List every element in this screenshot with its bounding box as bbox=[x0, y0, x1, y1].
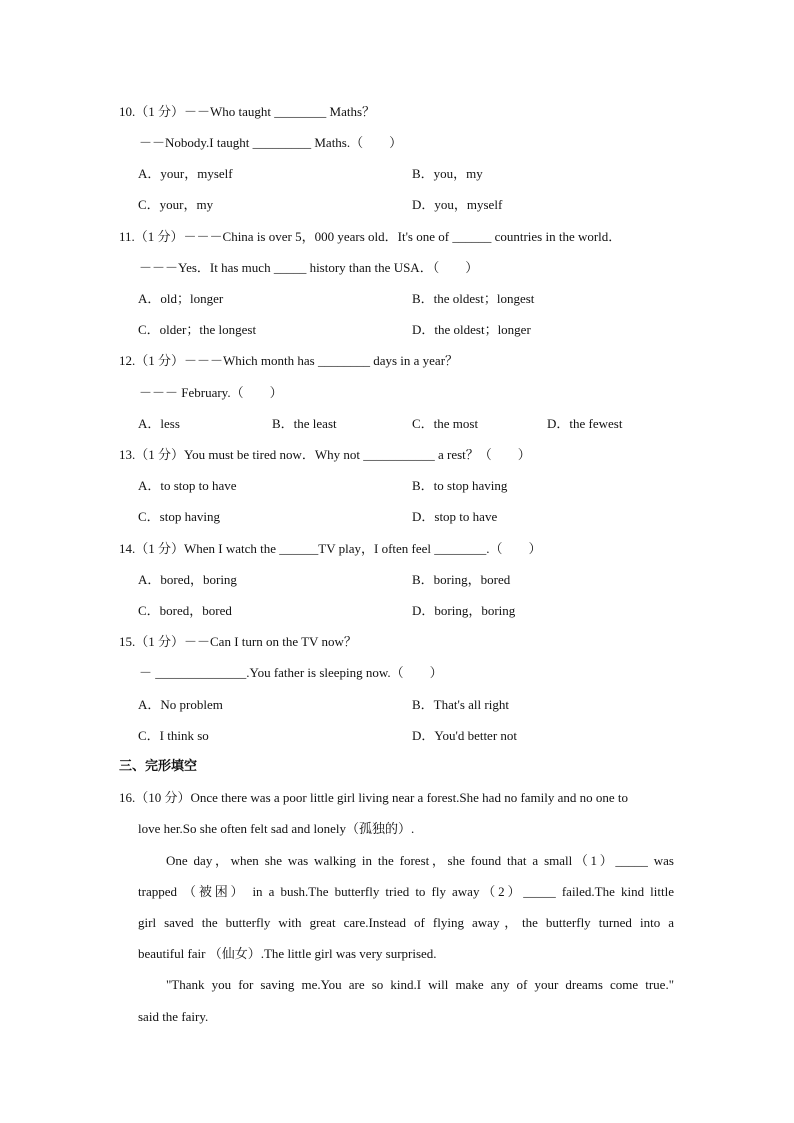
question-10-option-a: A．your，myself bbox=[138, 166, 233, 181]
cloze-line-6: "Thank you for saving me.You are so kind.I will make any of your dreams come true." bbox=[166, 977, 674, 992]
question-13-stem: 13.（1 分）You must be tired now．Why not ___________ a rest？（ ） bbox=[119, 447, 531, 462]
question-14-option-c: C．bored，bored bbox=[138, 603, 232, 618]
cloze-line-3: trapped （被困） in a bush.The butterfly tried to fly away（2）_____ failed.The kind little bbox=[138, 884, 674, 899]
question-15-option-c: C．I think so bbox=[138, 728, 209, 743]
question-12-option-b: B．the least bbox=[272, 416, 337, 431]
section-title: 三、完形填空 bbox=[119, 759, 198, 774]
question-15-option-b: B．That's all right bbox=[412, 697, 509, 712]
question-14-stem: 14.（1 分）When I watch the ______TV play，I often feel ________.（ ） bbox=[119, 541, 542, 556]
question-15-option-d: D．You'd better not bbox=[412, 728, 518, 743]
question-11-option-b: B．the oldest；longest bbox=[412, 291, 535, 306]
question-11-option-d: D．the oldest；longer bbox=[412, 322, 531, 337]
question-12-stem: 12.（1 分）－－－Which month has ________ days in a year？ bbox=[119, 353, 459, 368]
question-13-option-b: B．to stop having bbox=[412, 478, 508, 493]
question-12-option-d: D．the fewest bbox=[547, 416, 623, 431]
cloze-line-7: said the fairy. bbox=[138, 1009, 209, 1024]
question-12-sub: －－－ February.（ ） bbox=[139, 385, 283, 400]
question-14-option-a: A．bored，boring bbox=[138, 572, 237, 587]
question-15-option-a: A．No problem bbox=[138, 697, 223, 712]
question-12-option-c: C．the most bbox=[412, 416, 479, 431]
question-11-stem: 11.（1 分）－－－China is over 5，000 years old．It's one of ______ countries in the world． bbox=[119, 229, 622, 244]
question-12-option-a: A．less bbox=[138, 416, 180, 431]
cloze-line-4: girl saved the butterfly with great care.Instead of flying away，the butterfly turned into a bbox=[138, 915, 674, 930]
question-15-sub: － ______________.You father is sleeping now.（ ） bbox=[139, 665, 443, 680]
question-11-option-a: A．old；longer bbox=[138, 291, 224, 306]
question-10-stem: 10.（1 分）－－Who taught ________ Maths？ bbox=[119, 104, 376, 119]
question-13-option-d: D．stop to have bbox=[412, 509, 498, 524]
cloze-line-1: love her.So she often felt sad and lonely（孤独的）. bbox=[138, 821, 415, 836]
question-15-stem: 15.（1 分）－－Can I turn on the TV now？ bbox=[119, 634, 357, 649]
question-13-option-c: C．stop having bbox=[138, 509, 220, 524]
question-13-option-a: A．to stop to have bbox=[138, 478, 237, 493]
question-16-stem: 16.（10 分）Once there was a poor little girl living near a forest.She had no family and no one to bbox=[119, 790, 629, 805]
question-10-option-b: B．you，my bbox=[412, 166, 483, 181]
question-11-option-c: C．older；the longest bbox=[138, 322, 257, 337]
question-14-option-b: B．boring，bored bbox=[412, 572, 511, 587]
question-11-sub: －－－Yes．It has much _____ history than the USA．（ ） bbox=[139, 260, 479, 275]
cloze-line-2: One day，when she was walking in the forest，she found that a small（1）_____ was bbox=[166, 853, 674, 868]
cloze-line-5: beautiful fair （仙女）.The little girl was very surprised. bbox=[138, 946, 437, 961]
question-10-option-c: C．your，my bbox=[138, 197, 214, 212]
question-10-sub: －－Nobody.I taught _________ Maths.（ ） bbox=[139, 135, 403, 150]
question-14-option-d: D．boring，boring bbox=[412, 603, 516, 618]
question-10-option-d: D．you，myself bbox=[412, 197, 503, 212]
